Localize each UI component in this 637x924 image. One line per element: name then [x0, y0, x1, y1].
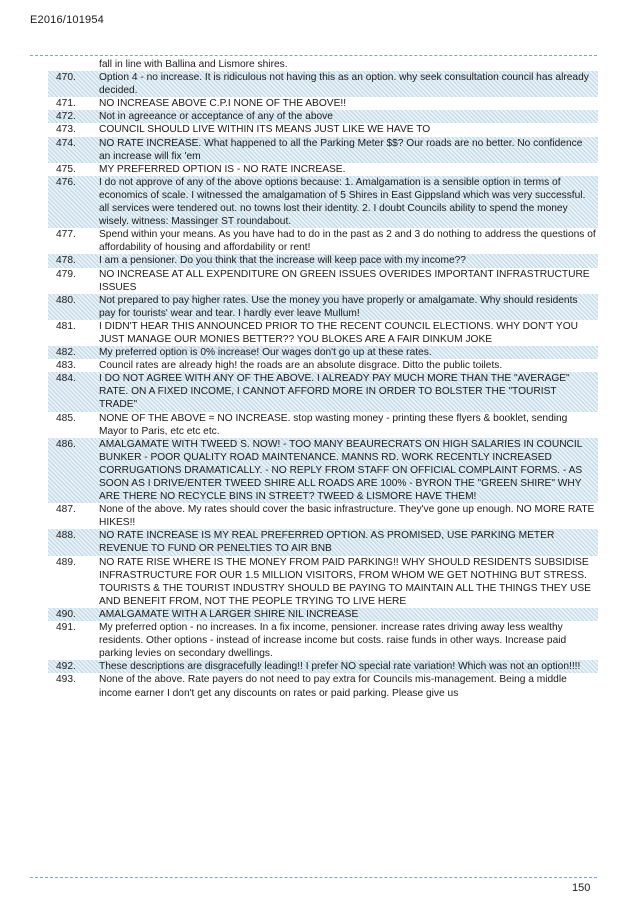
comment-row [48, 660, 598, 673]
header-divider [30, 55, 597, 56]
comment-number: 487. [56, 504, 76, 516]
comment-number: 489. [56, 556, 76, 568]
comment-row [48, 228, 598, 254]
comment-row [48, 359, 598, 372]
comment-text: Not prepared to pay higher rates. Use the money you have properly or amalgamate. Why should residents pay for tourists' wear and tear. I hardly ever leave Mullum! [99, 294, 578, 319]
comment-row [48, 110, 598, 123]
comment-text: NO RATE RISE WHERE IS THE MONEY FROM PAID PARKING!! WHY SHOULD RESIDENTS SUBSIDISE INFRASTRUCTURE FOR OUR 1.5 MILLION VISITORS, FROM WHOM WE GET NOTHING BUT STRESS. TOURISTS & THE TOURIST INDUSTRY SHOULD BE PAYING TO MAINTAIN ALL THE THINGS THEY USE AND BENEFIT FROM, NOT THE PEOPLE TRYING TO LIVE HERE [99, 556, 591, 607]
comment-text: AMALGAMATE WITH A LARGER SHIRE NIL INCREASE [99, 608, 359, 620]
comment-number: 473. [56, 124, 76, 136]
comment-row [48, 608, 598, 621]
comment-row [48, 556, 598, 608]
comment-number: 483. [56, 360, 76, 372]
comment-number: 493. [56, 674, 76, 686]
comment-number: 477. [56, 229, 76, 241]
comment-number: 485. [56, 412, 76, 424]
comment-text: NO INCREASE ABOVE C.P.I NONE OF THE ABOVE!! [99, 98, 347, 110]
comment-row [48, 176, 598, 228]
comment-row [48, 163, 598, 176]
comment-text: MY PREFERRED OPTION IS - NO RATE INCREASE. [99, 163, 346, 175]
comment-text: My preferred option - no increases. In a fix income, pensioner. increase rates driving away less wealthy residents. Other options - instead of increase income but costs. raise funds in other ways. Increase paid parking levies on secondary dwellings. [99, 622, 567, 660]
comment-number: 486. [56, 438, 76, 450]
comment-number: 472. [56, 111, 76, 123]
comment-number: 470. [56, 72, 76, 84]
comment-row [48, 438, 598, 503]
comment-row [48, 97, 598, 110]
comment-text: AMALGAMATE WITH TWEED S. NOW! - TOO MANY BEAURECRATS ON HIGH SALARIES IN COUNCIL BUNKER - POOR QUALITY ROAD MAINTENANCE. MANNS RD. WORK RECENTLY INCREASED CORRUGATIONS DRAMATICALLY. - NO REPLY FROM STAFF ON OFFICIAL COMPLAINT FORMS. - AS SOON AS I DRIVE/ENTER TWEED SHIRE ALL ROADS ARE 100% - BYRON THE "GREEN SHIRE" WHY ARE THERE NO RECYCLE BINS IN STREET? TWEED & LISMORE HAVE THEM! [99, 438, 583, 503]
comment-row [48, 71, 598, 97]
comment-number: 474. [56, 137, 76, 149]
comment-number: 482. [56, 347, 76, 359]
comment-number: 491. [56, 622, 76, 634]
comment-number: 480. [56, 294, 76, 306]
comment-text: Option 4 - no increase. It is ridiculous not having this as an option. why seek consultation council has already decided. [99, 72, 589, 97]
comment-text: fall in line with Ballina and Lismore shires. [99, 59, 288, 70]
comment-number: 475. [56, 163, 76, 175]
comment-text: I DO NOT AGREE WITH ANY OF THE ABOVE. I ALREADY PAY MUCH MORE THAN THE "AVERAGE" RATE. ON A FIXED INCOME, I CANNOT AFFORD MORE IN ORDER TO BOLSTER THE "TOURIST TRADE" [99, 373, 570, 411]
comment-number [48, 58, 99, 71]
comment-text: NO RATE INCREASE. What happened to all the Parking Meter $$? Our roads are no better. No confidence an increase will fix 'em [99, 137, 583, 162]
comment-number: 479. [56, 268, 76, 280]
comment-text: My preferred option is 0% increase! Our wages don't go up at these rates. [99, 347, 432, 359]
comment-text: Council rates are already high! the roads are an absolute disgrace. Ditto the public toilets. [99, 360, 503, 372]
comment-number: 488. [56, 530, 76, 542]
comment-text: I do not approve of any of the above options because: 1. Amalgamation is a sensible option in terms of economics of scale. I witnessed the amalgamation of 5 Shires in East Gippsland which was very successful. all services were tendered out. no towns lost their identity. 2. I doubt Councils ability to spend the money wisely. witness: Massinger ST roundabout. [99, 176, 586, 228]
comment-text: NO RATE INCREASE IS MY REAL PREFERRED OPTION. AS PROMISED, USE PARKING METER REVENUE TO FUND OR PENELTIES TO AIR BNB [99, 530, 555, 555]
comment-row [48, 621, 598, 660]
comment-text: Not in agreeance or acceptance of any of the above [99, 111, 333, 123]
comment-number: 492. [56, 661, 76, 673]
comment-row [48, 58, 598, 71]
comment-text: None of the above. My rates should cover the basic infrastructure. They've gone up enough. NO MORE RATE HIKES!! [99, 504, 595, 529]
comment-number: 481. [56, 320, 76, 332]
comment-list [48, 58, 598, 700]
page-number: 150 [572, 882, 591, 894]
comment-row [48, 254, 598, 267]
comment-row [48, 372, 598, 411]
comment-row [48, 346, 598, 359]
document-id: E2016/101954 [30, 14, 104, 26]
comment-row [48, 529, 598, 555]
comment-text: None of the above. Rate payers do not need to pay extra for Councils mis-management. Being a middle income earner I don't get any discounts on rates or paid parking. Please give us [99, 674, 567, 699]
comment-row [48, 123, 598, 136]
comment-text: I DIDN'T HEAR THIS ANNOUNCED PRIOR TO THE RECENT COUNCIL ELECTIONS. WHY DON'T YOU JUST MANAGE OUR MONIES BETTER?? YOU BLOKES ARE A FAIR DINKUM JOKE [99, 320, 579, 345]
comment-row [48, 412, 598, 438]
footer-divider [30, 877, 597, 878]
comment-text: These descriptions are disgracefully leading!! I prefer NO special rate variation! Which was not an option!!!! [99, 661, 581, 673]
comment-row [48, 268, 598, 294]
comment-row [48, 320, 598, 346]
comment-row [48, 294, 598, 320]
comment-number: 478. [56, 255, 76, 267]
comment-text: Spend within your means. As you have had to do in the past as 2 and 3 do nothing to address the questions of affordability of housing and affordability or rent! [99, 229, 596, 254]
comment-number: 490. [56, 608, 76, 620]
comment-text: NONE OF THE ABOVE = NO INCREASE. stop wasting money - printing these flyers & booklet, sending Mayor to Paris, etc etc etc. [99, 412, 568, 437]
comment-text: I am a pensioner. Do you think that the increase will keep pace with my income?? [99, 255, 466, 267]
comment-number: 476. [56, 176, 76, 188]
comment-row [48, 673, 598, 699]
comment-number: 484. [56, 373, 76, 385]
comment-text: NO INCREASE AT ALL EXPENDITURE ON GREEN ISSUES OVERIDES IMPORTANT INFRASTRUCTURE ISSUES [99, 268, 590, 293]
comment-row [48, 503, 598, 529]
comment-row [48, 137, 598, 163]
comment-text: COUNCIL SHOULD LIVE WITHIN ITS MEANS JUST LIKE WE HAVE TO [99, 124, 431, 136]
comment-number: 471. [56, 98, 76, 110]
